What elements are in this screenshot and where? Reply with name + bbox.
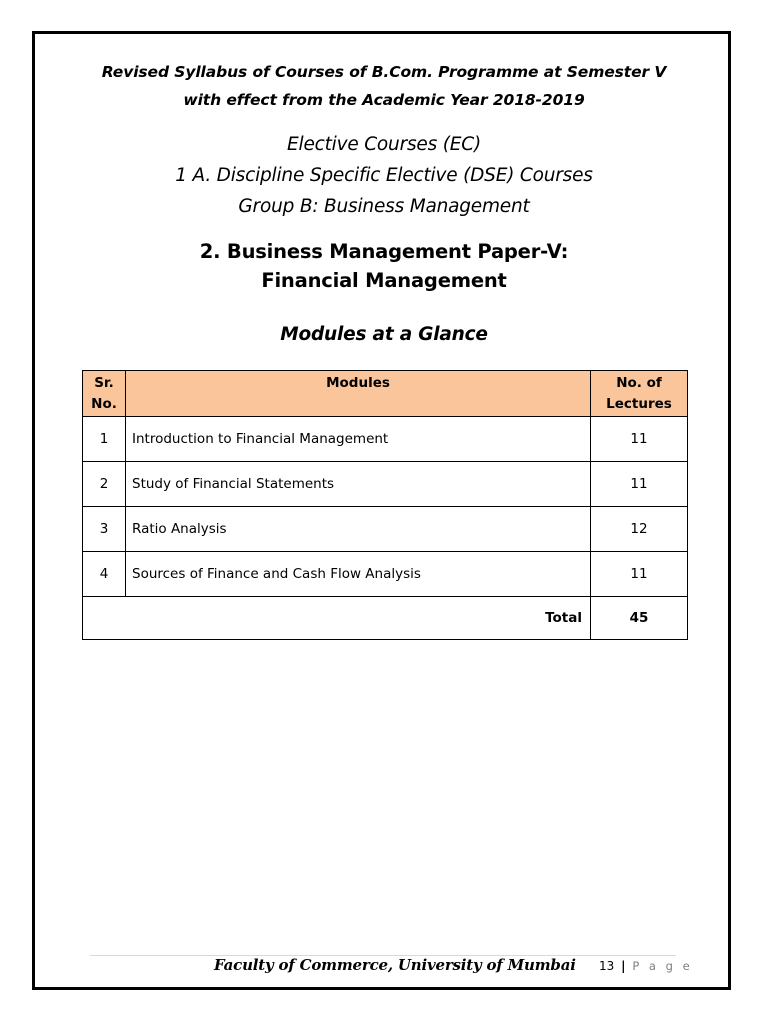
table-row: [83, 552, 688, 597]
row-lectures: 12: [591, 507, 688, 552]
page-number: 13: [599, 959, 615, 973]
table-header-row: [83, 371, 688, 417]
header-sr-line-1: Sr.: [94, 375, 114, 391]
row-module: Sources of Finance and Cash Flow Analysis: [126, 552, 591, 597]
modules-table: [82, 370, 688, 640]
subtitle-line-1: Elective Courses (EC): [287, 134, 481, 155]
row-sr: 3: [83, 507, 126, 552]
subtitle-line-3: Group B: Business Management: [238, 196, 530, 217]
table-row: [83, 507, 688, 552]
row-lectures: 11: [591, 417, 688, 462]
row-module: Introduction to Financial Management: [126, 417, 591, 462]
header-modules: Modules: [126, 371, 591, 417]
footer-text: Faculty of Commerce, University of Mumbai: [214, 956, 576, 974]
page-separator: |: [621, 959, 626, 973]
row-module: Study of Financial Statements: [126, 462, 591, 507]
header-lectures-line-2: Lectures: [606, 396, 672, 412]
header-sr-line-2: No.: [91, 396, 117, 412]
page-word: P a g e: [632, 959, 693, 973]
header-sr-no: [83, 371, 126, 417]
row-lectures: 11: [591, 462, 688, 507]
total-value: 45: [591, 597, 688, 640]
subtitle-line-2: 1 A. Discipline Specific Elective (DSE) Courses: [175, 165, 593, 186]
row-sr: 4: [83, 552, 126, 597]
row-lectures: 11: [591, 552, 688, 597]
table-total-row: [83, 597, 688, 640]
total-label: Total: [83, 597, 591, 640]
page-number-block: [599, 959, 693, 973]
header-line-1: Revised Syllabus of Courses of B.Com. Programme at Semester V: [101, 63, 667, 81]
header-line-2: with effect from the Academic Year 2018-2019: [183, 91, 585, 109]
table-row: [83, 462, 688, 507]
row-module: Ratio Analysis: [126, 507, 591, 552]
header-lectures-line-1: No. of: [616, 375, 662, 391]
table-row: [83, 417, 688, 462]
row-sr: 1: [83, 417, 126, 462]
header-lectures: [591, 371, 688, 417]
row-sr: 2: [83, 462, 126, 507]
section-heading: Modules at a Glance: [280, 324, 488, 345]
paper-title-line-1: 2. Business Management Paper-V:: [199, 240, 569, 263]
paper-title-line-2: Financial Management: [261, 269, 507, 292]
